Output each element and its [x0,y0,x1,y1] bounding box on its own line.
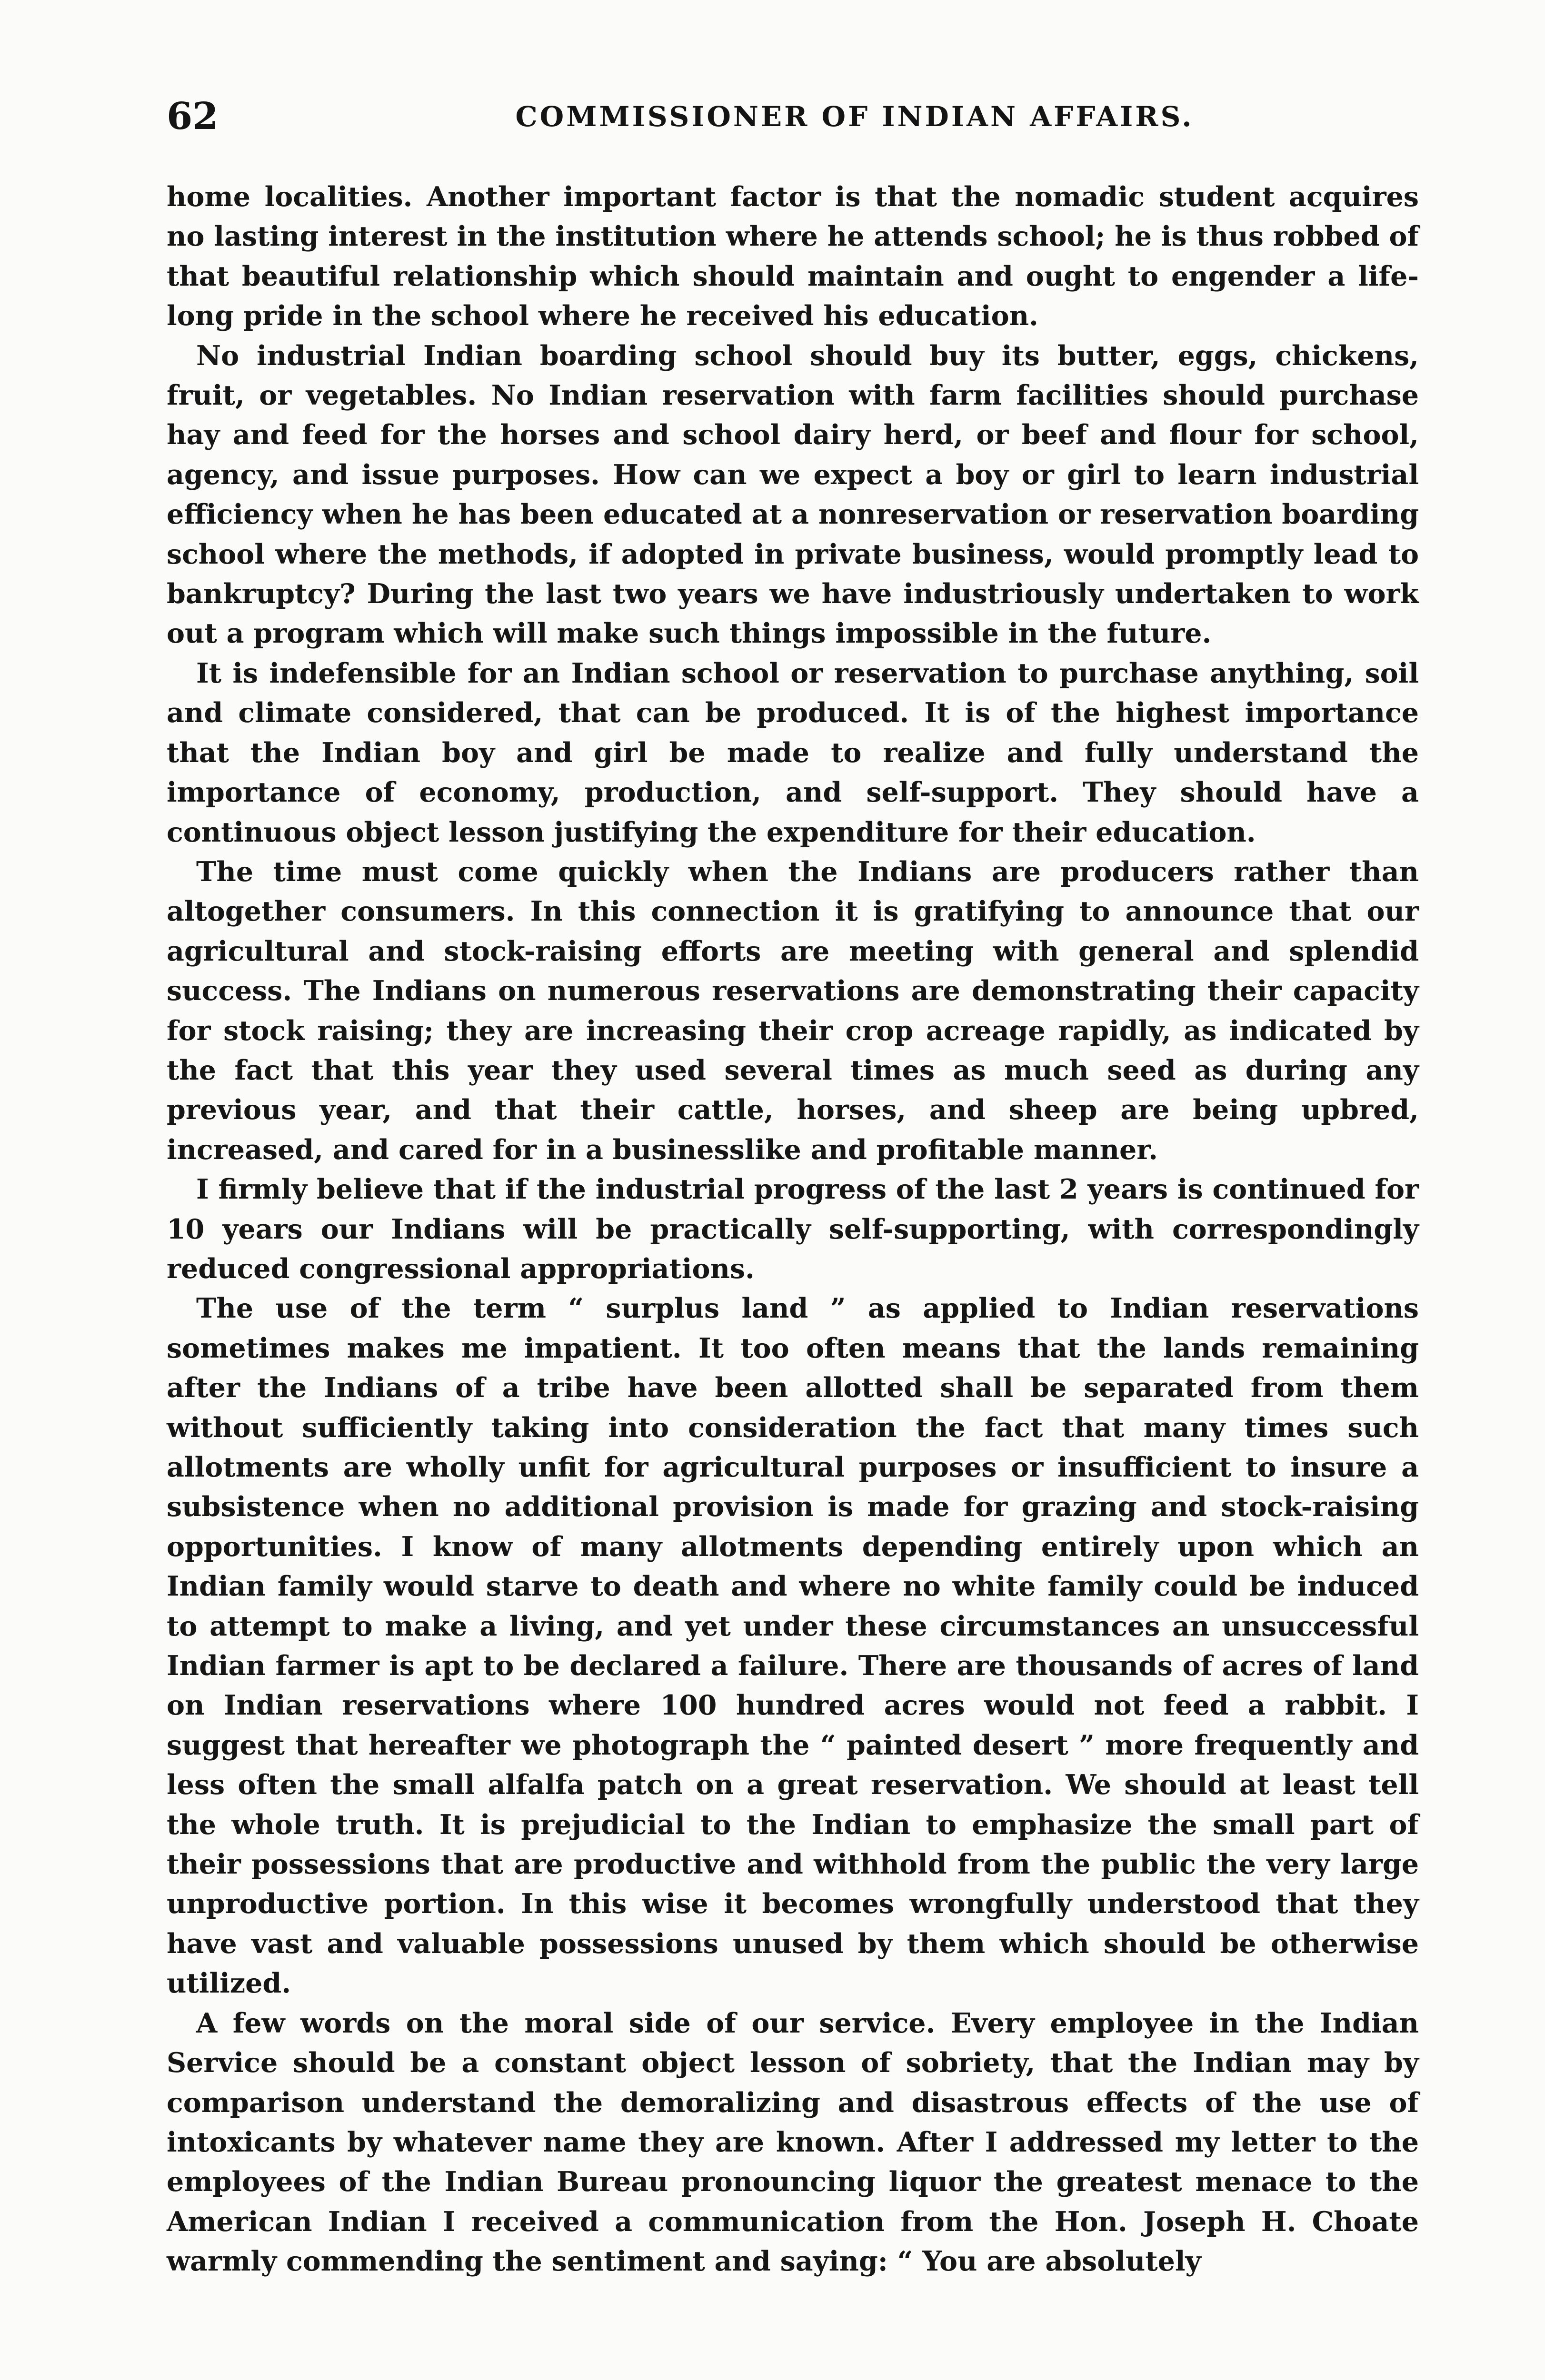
paragraph-home-localities: home localities. Another important factor is that the nomadic student acquires no lasting interest in the institution where he attends school; he is thus robbed of that beautiful relationship which should maintain and ought to engender a life-long pride in the school where he received his education. [167,181,1419,332]
paragraph-moral-side: A few words on the moral side of our service. Every employee in the Indian Service should be a constant object lesson of sobriety, that the Indian may by comparison understand the demoralizing and disastrous effects of the use of intoxicants by whatever name they are known. After I addressed my letter to the employees of the Indian Bureau pronouncing liquor the greatest menace to the American Indian I received a communication from the Hon. Joseph H. Choate warmly commending the sentiment and saying: “ You are absolutely [167,2007,1419,2278]
page-header [167,93,1419,140]
body-text [167,177,1419,2281]
page-number: 62 [167,95,219,138]
paragraph-producers: The time must come quickly when the Indians are producers rather than altogether consumers. In this connection it is gratifying to announce that our agricultural and stock-raising efforts are meeting with general and splendid success. The Indians on numerous reservations are demonstrating their capacity for stock raising; they are increasing their crop acreage rapidly, as indicated by the fact that this year they used several times as much seed as during any previous year, and that their cattle, horses, and sheep are being upbred, increased, and cared for in a businesslike and profitable manner. [167,855,1419,1166]
paragraph-indefensible-purchase: It is indefensible for an Indian school or reservation to purchase anything, soil and climate considered, that can be produced. It is of the highest importance that the Indian boy and girl be made to realize and fully understand the importance of economy, production, and self-support. They should have a continuous object lesson justifying the expenditure for their education. [167,657,1419,848]
paragraph-surplus-land: The use of the term “ surplus land ” as applied to Indian reservations sometimes makes me impatient. It too often means that the lands remaining after the Indians of a tribe have been allotted shall be separated from them without sufficiently taking into consideration the fact that many times such allotments are wholly unfit for agricultural purposes or insufficient to insure a subsistence when no additional provision is made for grazing and stock-raising opportunities. I know of many allotments depending entirely upon which an Indian family would starve to death and where no white family could be induced to attempt to make a living, and yet under these circumstances an unsuccessful Indian farmer is apt to be declared a failure. There are thousands of acres of land on Indian reservations where 100 hundred acres would not feed a rabbit. I suggest that hereafter we photograph the “ painted desert ” more frequently and less often the small alfalfa patch on a great reservation. We should at least tell the whole truth. It is prejudicial to the Indian to emphasize the small part of their possessions that are productive and withhold from the public the very large unproductive portion. In this wise it becomes wrongfully understood that they have vast and valuable possessions unused by them which should be otherwise utilized. [167,1292,1419,2000]
running-head: COMMISSIONER OF INDIAN AFFAIRS. [515,100,1194,133]
paragraph-industrial-progress: I firmly believe that if the industrial progress of the last 2 years is continued for 10 years our Indians will be practically self-supporting, with correspondingly reduced congressional appropriations. [167,1173,1419,1285]
paragraph-industrial-boarding-school: No industrial Indian boarding school should buy its butter, eggs, chickens, fruit, or vegetables. No Indian reservation with farm facilities should purchase hay and feed for the horses and school dairy herd, or beef and flour for school, agency, and issue purposes. How can we expect a boy or girl to learn industrial efficiency when he has been educated at a nonreservation or reservation boarding school where the methods, if adopted in private business, would promptly lead to bankruptcy? During the last two years we have industriously undertaken to work out a program which will make such things impossible in the future. [167,339,1419,650]
